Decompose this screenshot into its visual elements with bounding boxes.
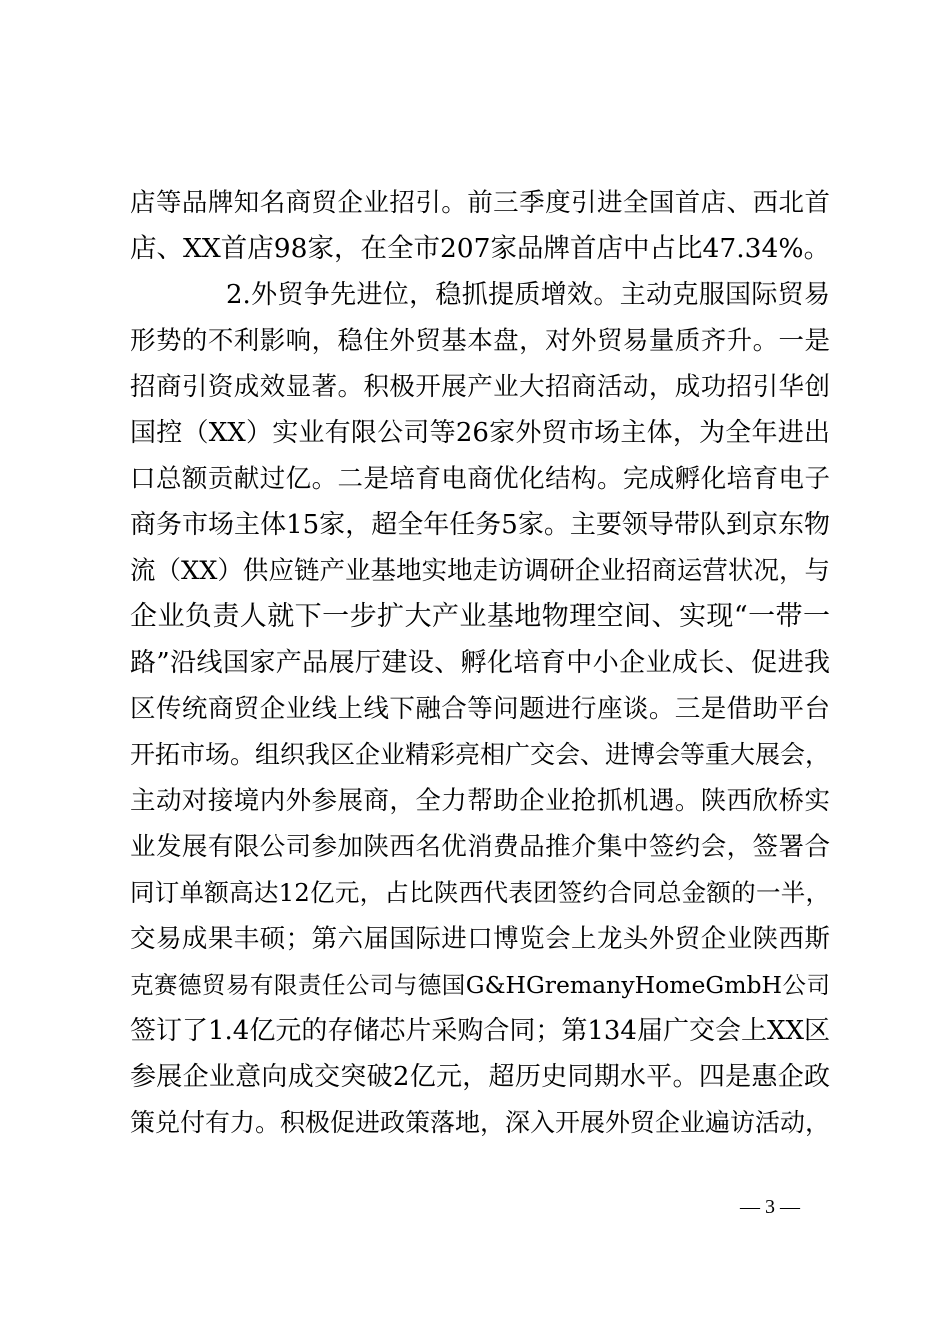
text-line: 主动对接境内外参展商，全力帮助企业抢抓机遇。陕西欣桥实 [130, 786, 830, 816]
text-line: 路”沿线国家产品展厅建设、孵化培育中小企业成长、促进我 [130, 648, 830, 678]
text-line: 口总额贡献过亿。二是培育电商优化结构。完成孵化培育电子 [130, 464, 830, 494]
body-text [130, 180, 830, 1146]
text-line: 企业负责人就下一步扩大产业基地物理空间、实现“一带一 [130, 601, 830, 632]
text-line: 店等品牌知名商贸企业招引。前三季度引进全国首店、西北首 [130, 188, 830, 218]
text-line: 克赛德贸易有限责任公司与德国G&HGremanyHomeGmbH公司 [130, 971, 830, 999]
text-line: 签订了1.4亿元的存储芯片采购合同；第134届广交会上XX区 [130, 1016, 830, 1046]
text-line: 国控（XX）实业有限公司等26家外贸市场主体，为全年进出 [130, 418, 830, 448]
text-line: 店、XX首店98家，在全市207家品牌首店中占比47.34%。 [130, 233, 831, 264]
page-number: — 3 — [740, 1196, 800, 1218]
text-line: 策兑付有力。积极促进政策落地，深入开展外贸企业遍访活动， [130, 1108, 831, 1137]
text-line: 开拓市场。组织我区企业精彩亮相广交会、进博会等重大展会， [130, 740, 831, 769]
text-line: 形势的不利影响，稳住外贸基本盘，对外贸易量质齐升。一是 [130, 326, 830, 356]
text-line: 交易成果丰硕；第六届国际进口博览会上龙头外贸企业陕西斯 [130, 924, 830, 954]
text-line: 流（XX）供应链产业基地实地走访调研企业招商运营状况，与 [130, 556, 830, 586]
text-line: 业发展有限公司参加陕西名优消费品推介集中签约会，签署合 [130, 832, 830, 862]
text-line: 同订单额高达12亿元，占比陕西代表团签约合同总金额的一半， [130, 878, 830, 907]
section-heading-line: 2.外贸争先进位，稳抓提质增效。主动克服国际贸易 [226, 280, 830, 310]
text-line: 商务市场主体15家，超全年任务5家。主要领导带队到京东物 [130, 510, 830, 540]
text-line: 参展企业意向成交突破2亿元，超历史同期水平。四是惠企政 [130, 1062, 830, 1092]
text-line: 区传统商贸企业线上线下融合等问题进行座谈。三是借助平台 [130, 694, 830, 724]
text-line: 招商引资成效显著。积极开展产业大招商活动，成功招引华创 [130, 372, 830, 402]
